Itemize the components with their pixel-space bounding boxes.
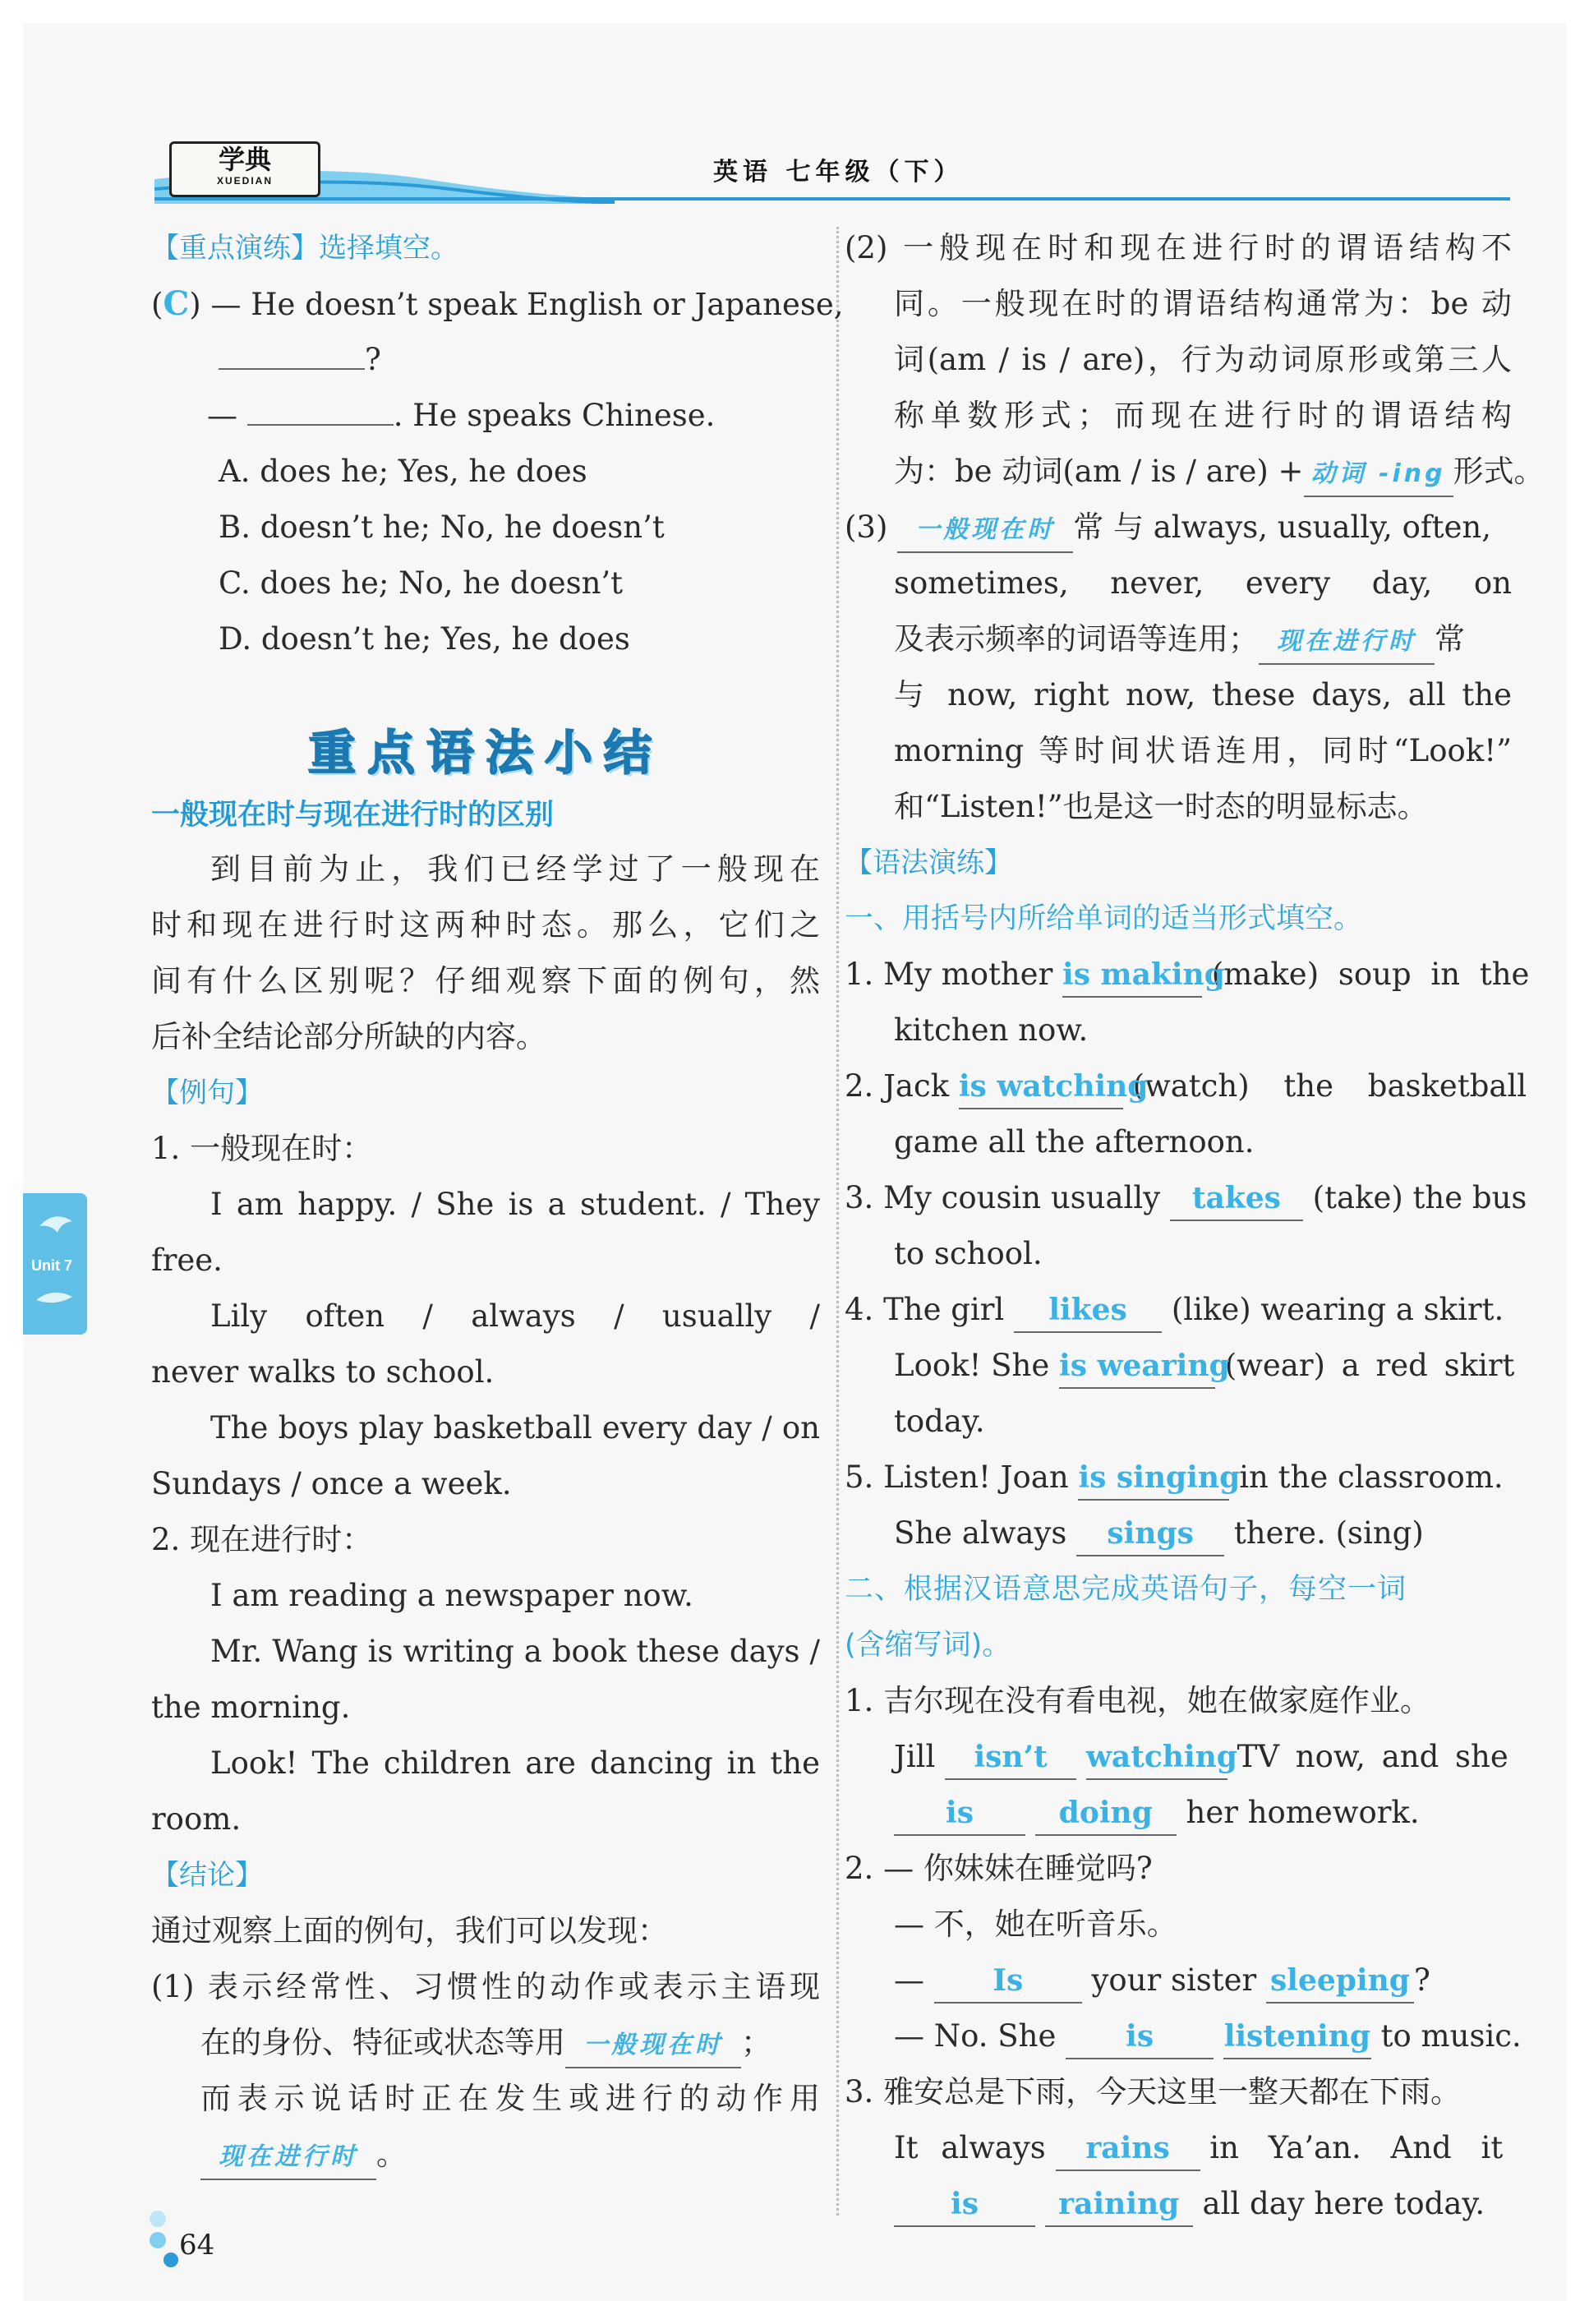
- punctuation: ；: [741, 2025, 771, 2060]
- exercise-line: today.: [894, 1404, 985, 1439]
- logo-text: 学典: [218, 144, 271, 175]
- part-2-heading: 二、根据汉语意思完成英语句子，每空一词: [845, 1573, 1407, 1606]
- exercise-line: [845, 1506, 1512, 1561]
- conclusion-2-line: [845, 444, 1545, 500]
- answer-blank[interactable]: [1062, 953, 1225, 998]
- exercise-line: [845, 1729, 1512, 1785]
- exercise-text: —: [894, 1962, 924, 1998]
- paren-open: (: [151, 287, 164, 322]
- exercise-text: in Ya’an. And it: [1209, 2130, 1504, 2165]
- conclusion-intro: 通过观察上面的例句，我们可以发现：: [151, 1913, 668, 1948]
- exercise-line: 1. 吉尔现在没有看电视，她在做家庭作业。: [845, 1683, 1431, 1718]
- answer-text: 一般现在时: [583, 2031, 723, 2059]
- conclusion-3-line: 与 now, right now, these days, all the: [894, 677, 1512, 712]
- exercise-text: 1. My mother: [845, 957, 1053, 992]
- conclusion-2-line: 同。一般现在时的谓语结构通常为：be 动: [894, 286, 1512, 321]
- exercise-text: (wear) a red skirt: [1224, 1348, 1515, 1383]
- conclusion-1-line: [151, 2015, 820, 2071]
- conclusion-text: 常 与 always, usually, often,: [1073, 510, 1491, 545]
- exercise-text: all day here today.: [1202, 2186, 1485, 2221]
- answer-text: 动词 -ing: [1310, 459, 1446, 488]
- page-number: 64: [179, 2229, 215, 2262]
- exercise-text: her homework.: [1186, 1795, 1420, 1830]
- choice-answer[interactable]: C: [163, 284, 190, 323]
- answer-text: 现在进行时: [219, 2142, 358, 2171]
- conclusion-3-line: [845, 611, 1512, 667]
- answer-blank[interactable]: [1304, 450, 1453, 497]
- dash: —: [207, 398, 237, 433]
- logo-subtext: XUEDIAN: [216, 175, 273, 187]
- example-line: the morning.: [151, 1690, 351, 1725]
- exercise-text: in the classroom.: [1239, 1459, 1504, 1495]
- example-2-heading: 2. 现在进行时：: [151, 1522, 373, 1557]
- answer-blank[interactable]: [894, 2183, 1035, 2227]
- exercise-line: 3. 雅安总是下雨，今天这里一整天都在下雨。: [845, 2074, 1462, 2110]
- book-title: 英语 七年级（下）: [713, 158, 964, 187]
- conclusion-2-line: (2) 一般现在时和现在进行时的谓语结构不: [845, 230, 1512, 265]
- exercise-line: [845, 1953, 1512, 2008]
- exercise-line: [845, 1282, 1512, 1338]
- question-line-3: [151, 388, 820, 444]
- column-divider: [836, 227, 839, 2216]
- conclusion-text: 及表示频率的词语等连用；: [894, 621, 1259, 657]
- conclusion-heading: 【结论】: [151, 1859, 263, 1892]
- header-rule: [154, 197, 1510, 201]
- answer-blank[interactable]: [945, 1736, 1076, 1780]
- exercise-text: to music.: [1380, 2018, 1522, 2054]
- answer-blank[interactable]: [1078, 1456, 1241, 1501]
- exercise-line: [845, 1785, 1512, 1841]
- grammar-subtitle: 一般现在时与现在进行时的区别: [151, 799, 555, 832]
- answer-text: Is: [993, 1963, 1024, 1998]
- answer-text: is watching: [958, 1069, 1149, 1104]
- answer-blank[interactable]: [1059, 1344, 1230, 1389]
- answer-blank[interactable]: [1076, 1512, 1224, 1556]
- question-text: ) — He doesn’t speak English or Japanese,: [189, 287, 844, 322]
- page-header: [154, 130, 1510, 205]
- example-line: Lily often / always / usually /: [210, 1298, 820, 1334]
- answer-blank[interactable]: [247, 424, 394, 426]
- answer-blank[interactable]: [1223, 2015, 1371, 2059]
- intro-line: 时和现在进行时这两种时态。那么，它们之: [151, 907, 820, 943]
- example-line: Sundays / once a week.: [151, 1466, 512, 1501]
- exercise-text: (make) soup in the: [1211, 957, 1530, 992]
- answer-text: is singing: [1078, 1460, 1241, 1495]
- conclusion-text: 形式。: [1453, 454, 1545, 489]
- example-1-heading: 1. 一般现在时：: [151, 1131, 373, 1166]
- answer-text: sleeping: [1270, 1963, 1410, 1998]
- exercise-text: 4. The girl: [845, 1292, 1005, 1327]
- part-2-heading: (含缩写词)。: [845, 1629, 1011, 1662]
- option-b[interactable]: B. doesn’t he; No, he doesn’t: [219, 510, 665, 545]
- answer-text: 一般现在时: [915, 515, 1056, 544]
- exercise-line: [845, 1338, 1515, 1394]
- answer-blank[interactable]: [1066, 2015, 1214, 2059]
- intro-line: 到目前为止，我们已经学过了一般现在: [210, 851, 820, 887]
- exercise-line: game all the afternoon.: [894, 1124, 1255, 1160]
- answer-blank[interactable]: [1259, 618, 1435, 665]
- conclusion-3-line: sometimes, never, every day, on: [894, 565, 1512, 601]
- exercise-text: Jill: [894, 1739, 936, 1774]
- answer-blank[interactable]: [897, 506, 1073, 553]
- intro-line: 后补全结论部分所缺的内容。: [151, 1019, 546, 1054]
- example-line: room.: [151, 1801, 242, 1837]
- exercise-text: TV now, and she: [1237, 1739, 1508, 1774]
- option-d[interactable]: D. doesn’t he; Yes, he does: [219, 621, 630, 657]
- item-number: (3): [845, 510, 888, 545]
- question-line-1: [151, 276, 844, 332]
- conclusion-text: 为：be 动词(am / is / are) +: [894, 454, 1304, 489]
- exercise-line: kitchen now.: [894, 1012, 1089, 1048]
- exercise-line: [845, 947, 1530, 1003]
- practice-heading: 【重点演练】选择填空。: [151, 232, 458, 265]
- answer-blank[interactable]: [1045, 2183, 1193, 2227]
- answer-blank[interactable]: [958, 1065, 1149, 1109]
- answer-text: 现在进行时: [1277, 627, 1416, 656]
- example-line: Mr. Wang is writing a book these days /: [210, 1634, 820, 1669]
- answer-blank[interactable]: [1170, 1177, 1303, 1221]
- example-line: I am happy. / She is a student. / They: [210, 1187, 820, 1222]
- conclusion-2-line: 词(am / is / are)，行为动词原形或第三人: [894, 342, 1512, 377]
- reply-text: . He speaks Chinese.: [393, 398, 716, 433]
- exercise-text: Look! She: [894, 1348, 1050, 1383]
- exercise-text: She always: [894, 1515, 1067, 1551]
- answer-blank[interactable]: [565, 2022, 741, 2068]
- conclusion-3-line: 和“Listen!”也是这一时态的明显标志。: [894, 789, 1428, 824]
- conclusion-text: 常: [1435, 621, 1465, 657]
- exercise-line: [845, 2120, 1512, 2176]
- answer-blank[interactable]: [1085, 1736, 1237, 1780]
- example-line: The boys play basketball every day / on: [210, 1410, 820, 1446]
- unit-side-tab: [23, 1193, 87, 1335]
- exercise-text: (watch) the basketball: [1132, 1068, 1527, 1104]
- answer-blank[interactable]: [1035, 1791, 1177, 1836]
- exercise-line: 2. — 你妹妹在睡觉吗?: [845, 1851, 1153, 1886]
- example-line: never walks to school.: [151, 1354, 495, 1390]
- conclusion-3-line: morning 等时间状语连用，同时“Look!”: [894, 733, 1512, 768]
- answer-text: watching: [1085, 1740, 1237, 1774]
- conclusion-1-line: [151, 2127, 820, 2183]
- exercise-text: there. (sing): [1233, 1515, 1424, 1551]
- examples-heading: 【例句】: [151, 1077, 263, 1109]
- punctuation: 。: [376, 2137, 407, 2172]
- grammar-section-title: 重点语法小结: [307, 725, 663, 781]
- part-1-heading: 一、用括号内所给单词的适当形式填空。: [845, 902, 1363, 935]
- answer-text: is making: [1062, 957, 1225, 992]
- example-line: free.: [151, 1243, 223, 1278]
- answer-blank[interactable]: [219, 368, 365, 370]
- conclusion-1-line: (1) 表示经常性、习惯性的动作或表示主语现: [151, 1969, 820, 2004]
- conclusion-2-line: 称单数形式；而现在进行时的谓语结构: [894, 398, 1512, 433]
- example-line: I am reading a newspaper now.: [210, 1578, 693, 1613]
- option-a[interactable]: A. does he; Yes, he does: [219, 454, 587, 489]
- page-dots-decoration: [148, 2209, 181, 2283]
- conclusion-3-line: [845, 500, 1512, 556]
- exercise-text: ?: [1414, 1962, 1430, 1998]
- exercise-line: [845, 2008, 1522, 2064]
- exercise-text: — No. She: [894, 2018, 1057, 2054]
- answer-text: likes: [1048, 1293, 1127, 1327]
- answer-text: doing: [1058, 1796, 1153, 1830]
- exercise-text: 5. Listen! Joan: [845, 1459, 1069, 1495]
- conclusion-1-line: 而表示说话时正在发生或进行的动作用: [200, 2081, 820, 2116]
- answer-text: is: [1126, 2019, 1154, 2054]
- exercise-text: 2. Jack: [845, 1068, 950, 1104]
- answer-blank[interactable]: [1266, 1959, 1414, 2004]
- page: [23, 23, 1566, 2301]
- answer-text: raining: [1058, 2187, 1180, 2221]
- answer-blank[interactable]: [200, 2133, 376, 2180]
- right-column: [845, 220, 1545, 2232]
- question-mark: ?: [365, 342, 381, 377]
- option-c[interactable]: C. does he; No, he doesn’t: [219, 565, 624, 601]
- answer-blank[interactable]: [1014, 1289, 1162, 1333]
- answer-blank[interactable]: [1056, 2127, 1200, 2171]
- answer-text: is wearing: [1059, 1349, 1230, 1383]
- exercise-line: [845, 1058, 1527, 1114]
- exercise-text: your sister: [1091, 1962, 1257, 1998]
- answer-text: isn’t: [974, 1740, 1048, 1774]
- answer-text: takes: [1191, 1181, 1281, 1215]
- exercise-line: [845, 2176, 1512, 2232]
- conclusion-text: 在的身份、特征或状态等用: [200, 2025, 565, 2060]
- answer-text: is: [946, 1796, 974, 1830]
- answer-text: rains: [1085, 2131, 1170, 2165]
- exercise-text: (take) the bus: [1312, 1180, 1527, 1215]
- publisher-logo: [169, 141, 320, 197]
- exercise-text: It always: [894, 2130, 1046, 2165]
- intro-line: 间有什么区别呢？仔细观察下面的例句，然: [151, 963, 820, 998]
- answer-text: is: [951, 2187, 979, 2221]
- question-line-2: [151, 332, 820, 388]
- exercise-line: — 不，她在听音乐。: [894, 1907, 1177, 1942]
- exercise-text: (like) wearing a skirt.: [1171, 1292, 1504, 1327]
- exercise-line: [845, 1450, 1512, 1506]
- exercise-line: to school.: [894, 1236, 1043, 1271]
- unit-label: Unit 7: [31, 1257, 73, 1274]
- exercise-line: [845, 1170, 1527, 1226]
- answer-text: listening: [1223, 2019, 1371, 2054]
- example-line: Look! The children are dancing in the: [210, 1745, 820, 1781]
- answer-blank[interactable]: [894, 1791, 1025, 1836]
- left-column: [151, 220, 844, 2183]
- drill-heading: 【语法演练】: [845, 846, 1012, 879]
- exercise-text: 3. My cousin usually: [845, 1180, 1161, 1215]
- answer-blank[interactable]: [934, 1959, 1082, 2004]
- answer-text: sings: [1107, 1516, 1194, 1551]
